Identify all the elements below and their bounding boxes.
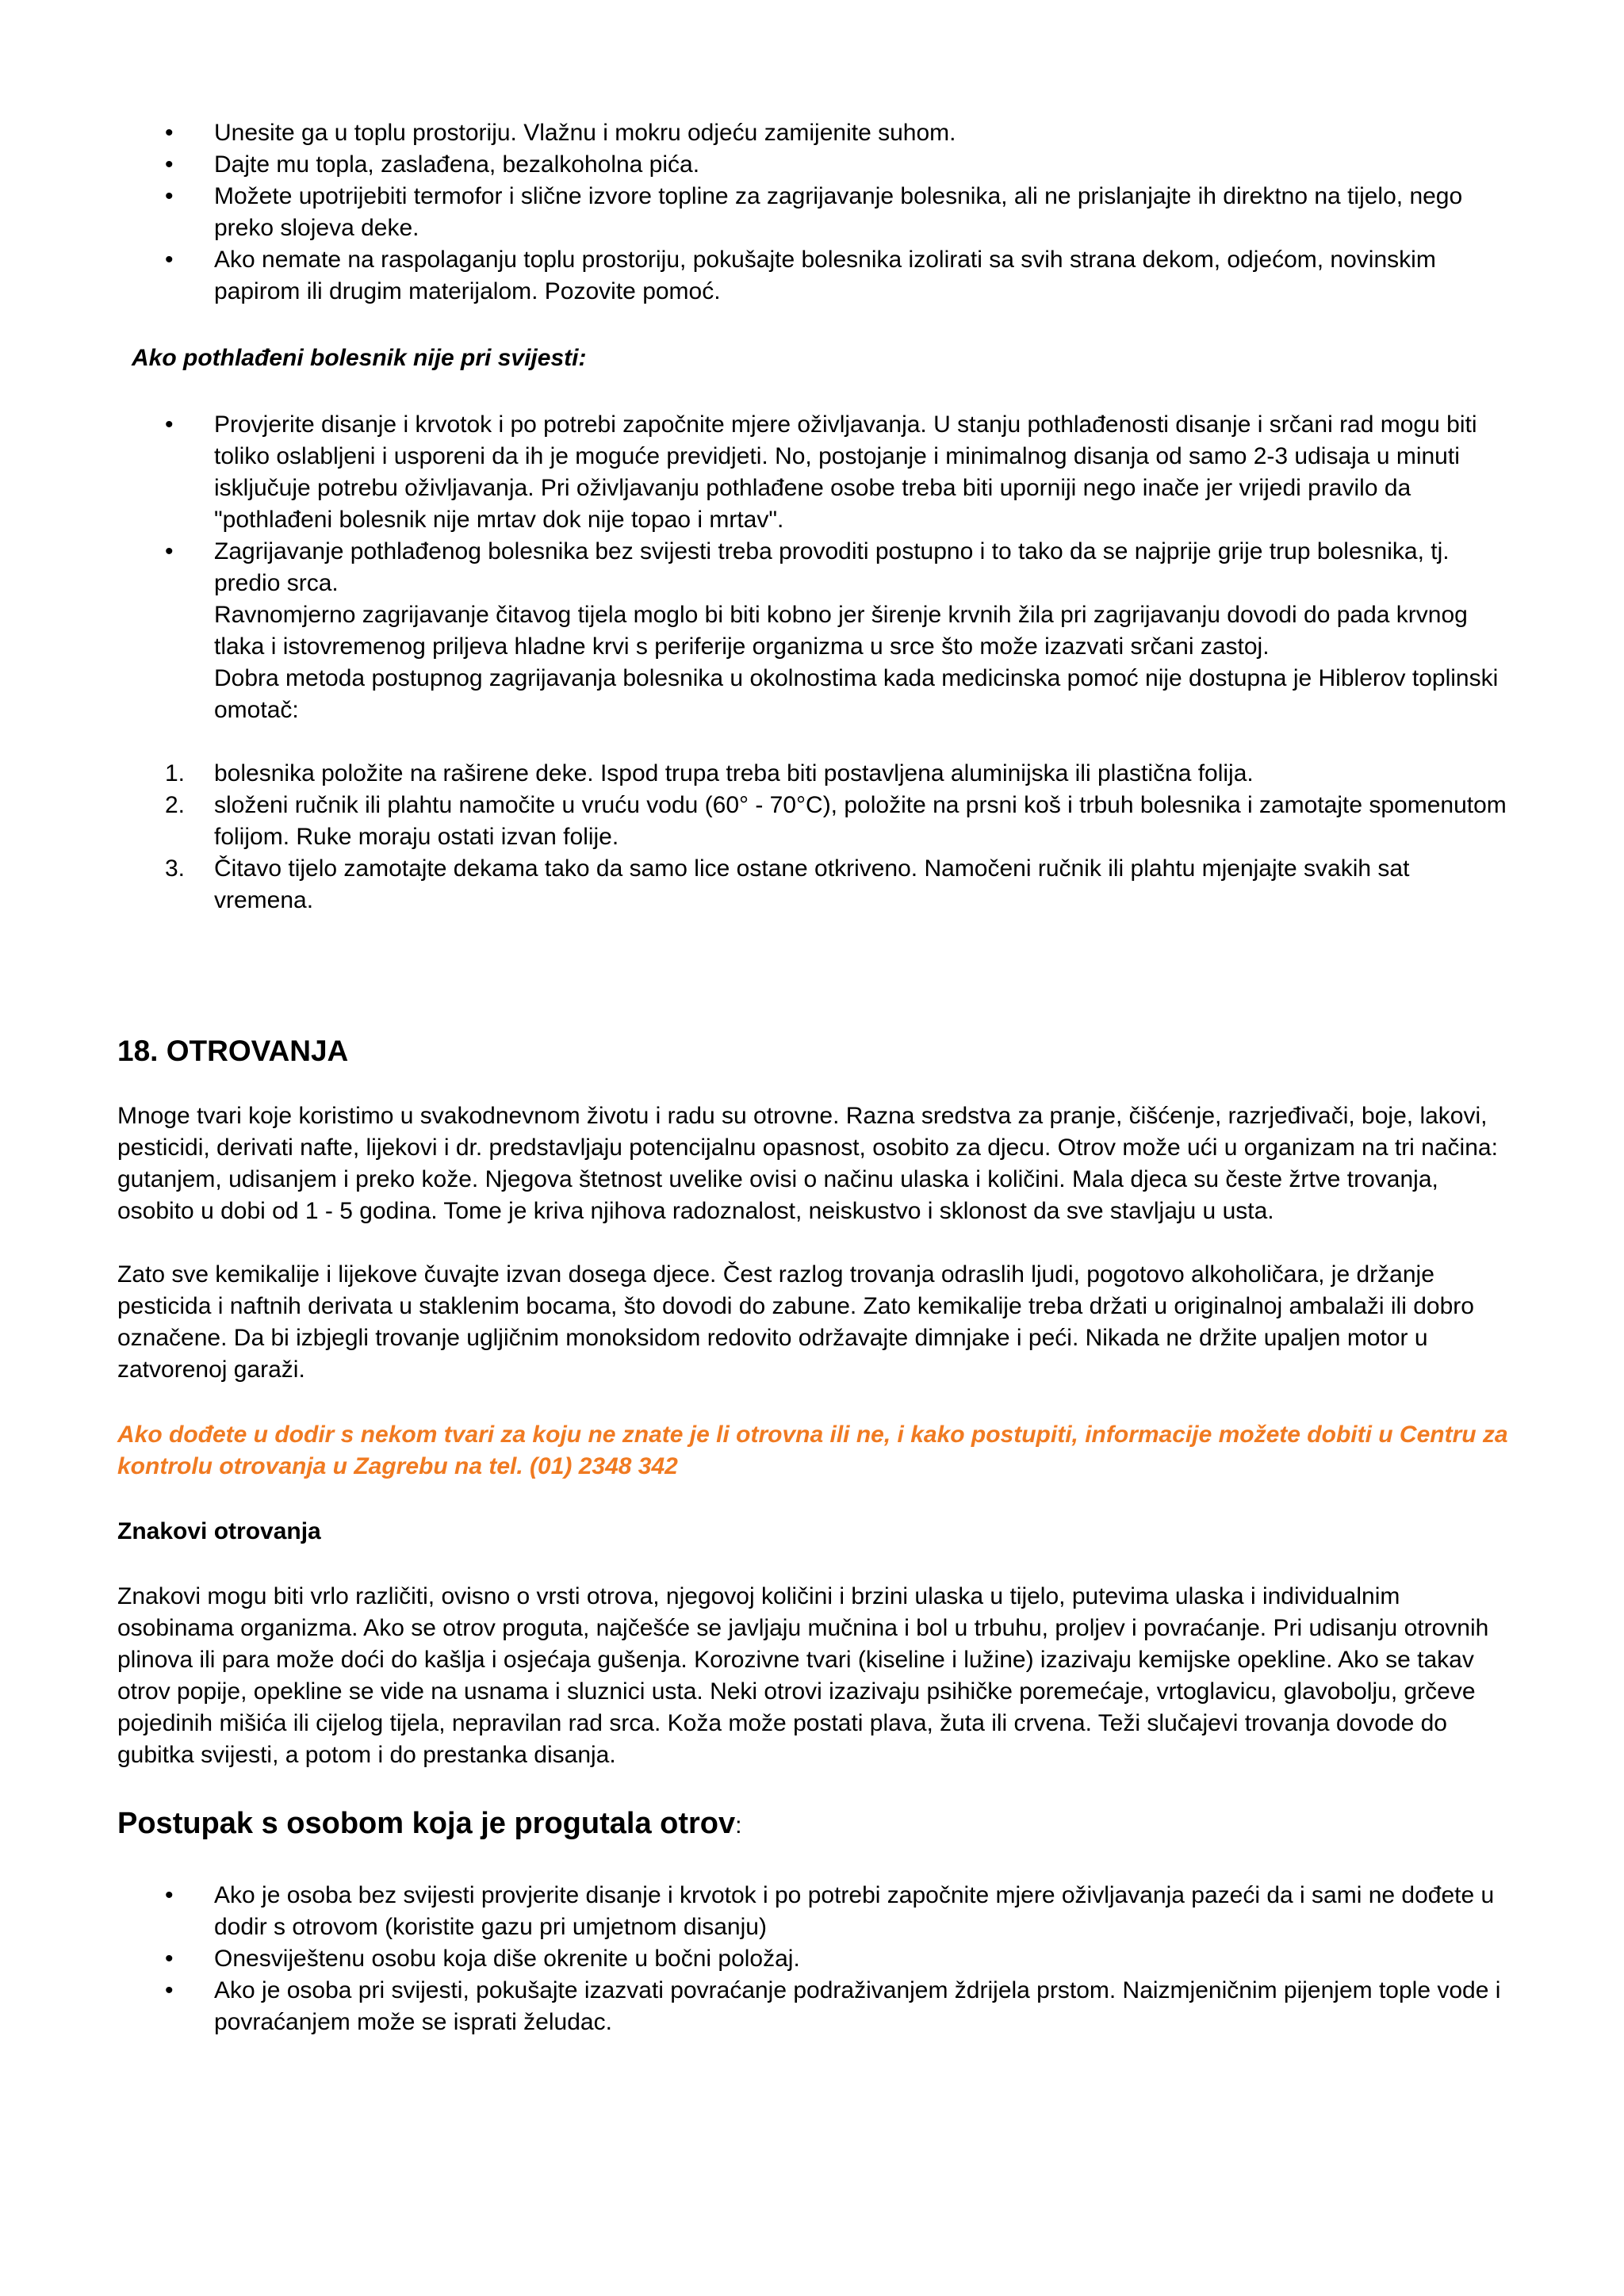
list-item: • Ako nemate na raspolaganju toplu prostoriju, pokušajte bolesnika izolirati sa svih strana dekom, odjećom, novinskim papirom ili drugim materijalom. Pozovite pomoć. — [117, 244, 1513, 308]
step-text: složeni ručnik ili plahtu namočite u vruću vodu (60° - 70°C), položite na prsni koš i trbuh bolesnika i zamotajte spomenutom folijom. Ruke moraju ostati izvan folije. — [214, 792, 1507, 850]
step-number: 3. — [165, 855, 186, 882]
unconscious-subheading: Ako pothlađeni bolesnik nije pri svijesti: — [132, 345, 587, 371]
list-item — [117, 790, 1513, 853]
list-item-paragraph: Dobra metoda postupnog zagrijavanja bolesnika u okolnostima kada medicinska pomoć nije dostupna je Hiblerov toplinski omotač: — [214, 665, 1499, 723]
list-item — [117, 536, 1513, 726]
poison-center-notice: Ako dođete u dodir s nekom tvari za koju ne znate je li otrovna ili ne, i kako postupiti, informacije možete dobiti u Centru za kontrolu otrovanja u Zagrebu na tel. (01) 2348 342 — [117, 1422, 1508, 1479]
step-text: bolesnika položite na raširene deke. Ispod trupa treba biti postavljena aluminijska ili plastična folija. — [214, 760, 1254, 786]
document-page — [117, 117, 1513, 2038]
list-item-paragraph: Ravnomjerno zagrijavanje čitavog tijela moglo bi biti kobno jer širenje krvnih žila pri zagrijavanju dovodi do pada krvnog tlaka i istovremenog priljeva hladne krvi s periferije organizma u srce što može izazvati srčani zastoj. — [214, 602, 1468, 660]
list-item — [117, 853, 1513, 916]
step-number: 2. — [165, 792, 186, 818]
procedure-heading-text: Postupak s osobom koja je progutala otrov — [117, 1807, 736, 1840]
list-item: • Ako je osoba bez svijesti provjerite disanje i krvotok i po potrebi započnite mjere oživljavanja pazeći da i sami ne dođete u dodir s otrovom (koristite gazu pri umjetnom disanju) — [117, 1880, 1513, 1943]
hibler-steps-list — [117, 758, 1513, 916]
intro-bullet-list — [117, 117, 1513, 308]
signs-paragraph: Znakovi mogu biti vrlo različiti, ovisno o vrsti otrova, njegovoj količini i brzini ulaska u tijelo, putevima ulaska i individualnim osobinama organizma. Ako se otrov proguta, najčešće se javljaju mučnina i bol u trbuhu, proljev i povraćanje. Pri udisanju otrovnih plinova ili para može doći do kašlja i osjećaja gušenja. Korozivne tvari (kiseline i lužine) izazivaju kemijske opekline. Ako se takav otrov popije, opekline se vide na usnama i sluznici usta. Neki otrovi izazivaju psihičke poremećaje, vrtoglavicu, glavobolju, grčeve pojedinih mišića ili cijelog tijela, nepravilan rad srca. Koža može postati plava, žuta ili crvena. Teži slučajevi trovanja dovode do gubitka svijesti, a potom i do prestanka disanja. — [117, 1583, 1489, 1768]
step-text: Čitavo tijelo zamotajte dekama tako da samo lice ostane otkriveno. Namočeni ručnik ili plahtu mjenjajte svakih sat vremena. — [214, 855, 1410, 913]
procedure-heading-colon: : — [735, 1812, 742, 1839]
list-item: • Možete upotrijebiti termofor i slične izvore topline za zagrijavanje bolesnika, ali ne prislanjajte ih direktno na tijelo, nego preko slojeva deke. — [117, 181, 1513, 244]
list-item — [117, 758, 1513, 790]
section-title: 18. OTROVANJA — [117, 1035, 349, 1067]
list-item: • Dajte mu topla, zaslađena, bezalkoholna pića. — [117, 149, 1513, 181]
procedure-heading — [117, 1804, 1513, 1845]
list-item-paragraph: • Zagrijavanje pothlađenog bolesnika bez svijesti treba provoditi postupno i to tako da se najprije grije trup bolesnika, tj. predio srca. — [214, 538, 1450, 596]
unconscious-bullet-list — [117, 409, 1513, 726]
prevention-paragraph: Zato sve kemikalije i lijekove čuvajte izvan dosega djece. Čest razlog trovanja odraslih ljudi, pogotovo alkoholičara, je držanje pesticida i naftnih derivata u staklenim bocama, što dovodi do zabune. Zato kemikalije treba držati u originalnoj ambalaži ili dobro označene. Da bi izbjegli trovanje ugljičnim monoksidom redovito održavajte dimnjake i peći. Nikada ne držite upaljen motor u zatvorenoj garaži. — [117, 1261, 1474, 1383]
list-item: • Onesviještenu osobu koja diše okrenite u bočni položaj. — [117, 1943, 1513, 1975]
procedure-bullet-list — [117, 1880, 1513, 2038]
step-number: 1. — [165, 760, 186, 786]
signs-heading: Znakovi otrovanja — [117, 1518, 321, 1544]
list-item: • Unesite ga u toplu prostoriju. Vlažnu i mokru odjeću zamijenite suhom. — [117, 117, 1513, 149]
list-item: • Ako je osoba pri svijesti, pokušajte izazvati povraćanje podraživanjem ždrijela prstom. Naizmjeničnim pijenjem tople vode i povraćanjem može se isprati želudac. — [117, 1975, 1513, 2038]
intro-paragraph: Mnoge tvari koje koristimo u svakodnevnom životu i radu su otrovne. Razna sredstva za pranje, čišćenje, razrjeđivači, boje, lakovi, pesticidi, derivati nafte, lijekovi i dr. predstavljaju potencijalnu opasnost, osobito za djecu. Otrov može ući u organizam na tri načina: gutanjem, udisanjem i preko kože. Njegova štetnost uvelike ovisi o načinu ulaska i količini. Mala djeca su česte žrtve trovanja, osobito u dobi od 1 - 5 godina. Tome je kriva njihova radoznalost, neiskustvo i sklonost da sve stavljaju u usta. — [117, 1103, 1498, 1224]
list-item: • Provjerite disanje i krvotok i po potrebi započnite mjere oživljavanja. U stanju pothlađenosti disanje i srčani rad mogu biti toliko oslabljeni i usporeni da ih je moguće previdjeti. No, postojanje i minimalnog disanja od samo 2-3 udisaja u minuti isključuje potrebu oživljavanja. Pri oživljavanju pothlađene osobe treba biti uporniji nego inače jer vrijedi pravilo da "pothlađeni bolesnik nije mrtav dok nije topao i mrtav". — [117, 409, 1513, 536]
